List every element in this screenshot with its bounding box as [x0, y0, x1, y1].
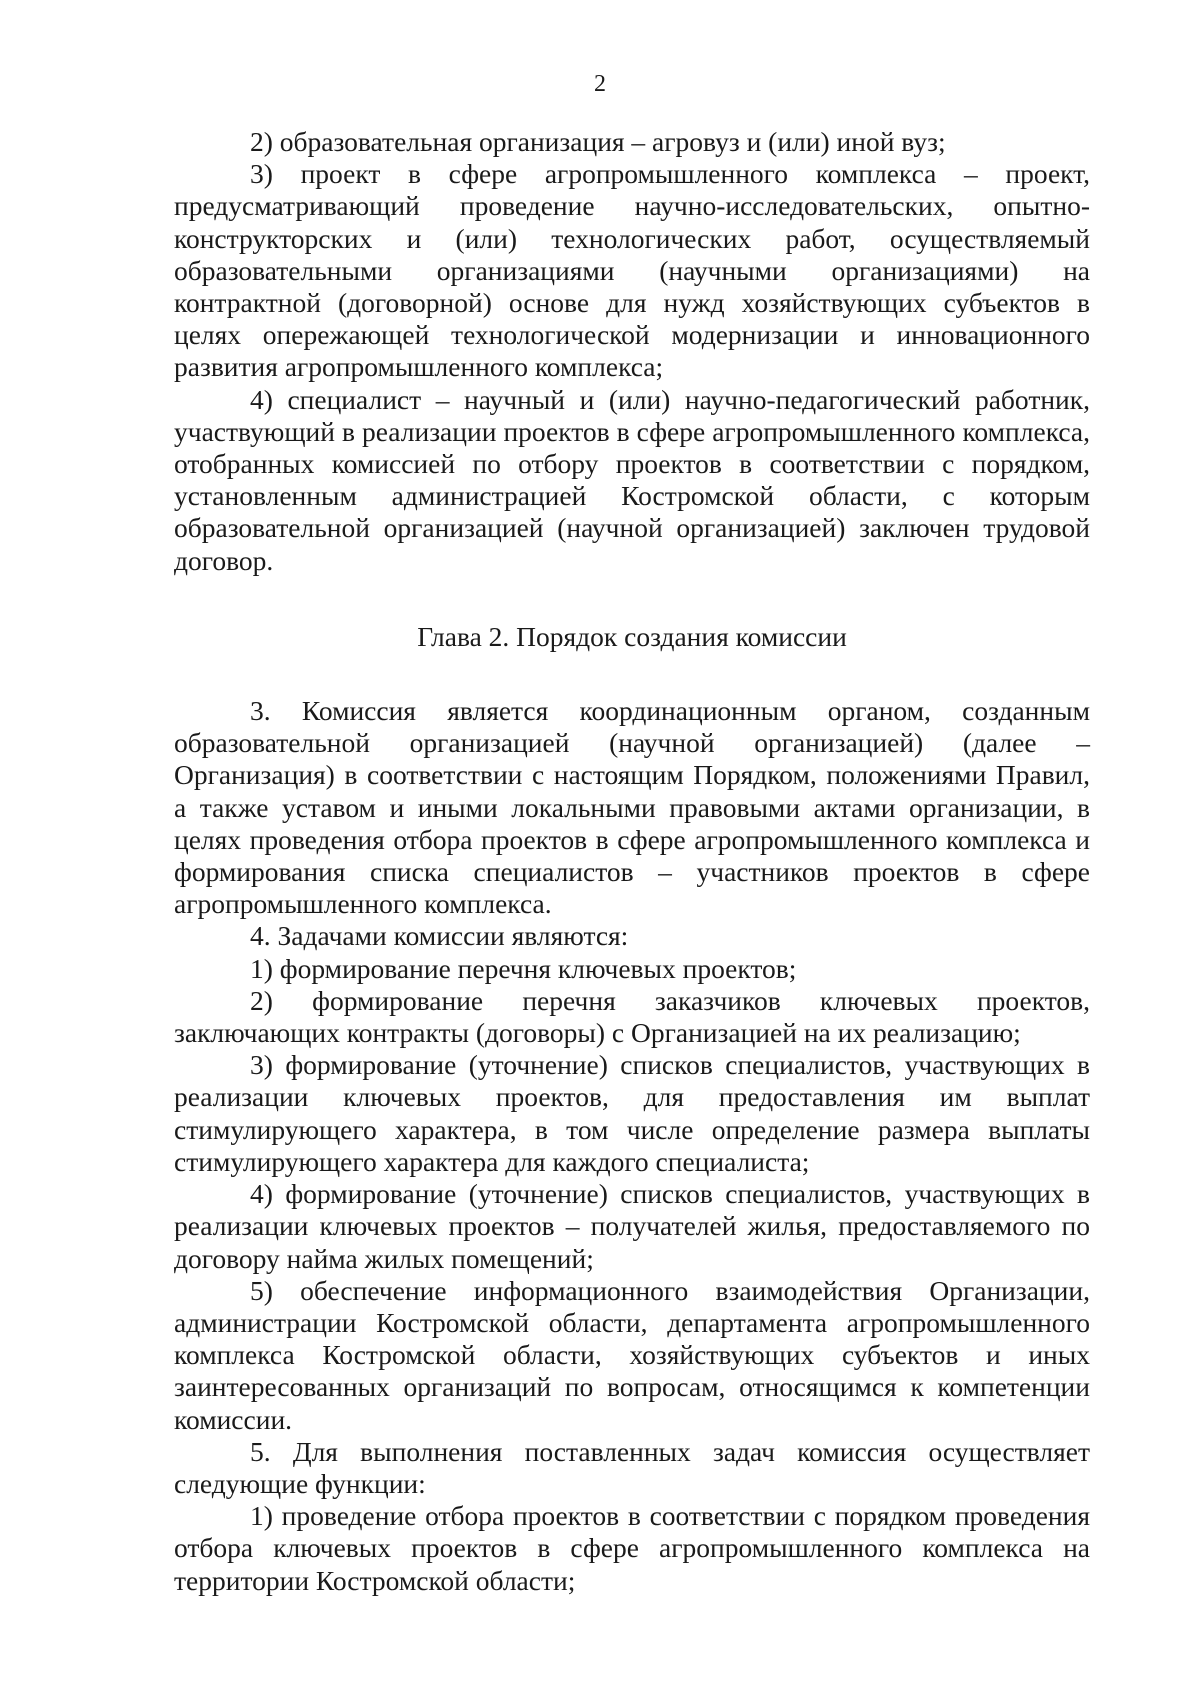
page-number: 2: [594, 71, 606, 97]
list-item: 4) формирование (уточнение) списков специалистов, участвующих в реализации ключевых проектов – получателей жилья, предоставляемого по договору найма жилых помещений;: [174, 1178, 1090, 1274]
paragraph: 3. Комиссия является координационным органом, созданным образовательной организацией (научной организацией) (далее – Организация) в соответствии с настоящим Порядком, положениями Правил, а также уставом и иными локальными правовыми актами организации, в целях проведения отбора проектов в сфере агропромышленного комплекса и формирования списка специалистов – участников проектов в сфере агропромышленного комплекса.: [174, 695, 1090, 920]
list-item: 3) формирование (уточнение) списков специалистов, участвующих в реализации ключевых проектов, для предоставления им выплат стимулирующего характера, в том числе определение размера выплаты стимулирующего характера для каждого специалиста;: [174, 1049, 1090, 1177]
definition-item: 3) проект в сфере агропромышленного комплекса – проект, предусматривающий проведение научно-исследовательских, опытно-конструкторских и (или) технологических работ, осуществляемый образовательными организациями (научными организациями) на контрактной (договорной) основе для нужд хозяйствующих субъектов в целях опережающей технологической модернизации и инновационного развития агропромышленного комплекса;: [174, 158, 1090, 383]
list-item: 1) проведение отбора проектов в соответствии с порядком проведения отбора ключевых проектов в сфере агропромышленного комплекса на территории Костромской области;: [174, 1500, 1090, 1596]
list-item: 2) формирование перечня заказчиков ключевых проектов, заключающих контракты (договоры) с Организацией на их реализацию;: [174, 984, 1090, 1049]
definition-item: 2) образовательная организация – агровуз и (или) иной вуз;: [250, 126, 946, 157]
chapter-title: Глава 2. Порядок создания комиссии: [417, 620, 847, 652]
definition-item: 4) специалист – научный и (или) научно-педагогический работник, участвующий в реализации проектов в сфере агропромышленного комплекса, отобранных комиссией по отбору проектов в соответствии с порядком, установленным администрацией Костромской области, с которым образовательной организацией (научной организацией) заключен трудовой договор.: [174, 383, 1090, 576]
list-item: 5) обеспечение информационного взаимодействия Организации, администрации Костромской области, департамента агропромышленного комплекса Костромской области, хозяйствующих субъектов и иных заинтересованных организаций по вопросам, относящимся к компетенции комиссии.: [174, 1274, 1090, 1435]
paragraph: 4. Задачами комиссии являются:: [250, 920, 629, 952]
paragraph: 5. Для выполнения поставленных задач комиссия осуществляет следующие функции:: [174, 1435, 1090, 1499]
document-body: [174, 126, 1090, 1597]
list-item: 1) формирование перечня ключевых проектов;: [250, 952, 797, 984]
